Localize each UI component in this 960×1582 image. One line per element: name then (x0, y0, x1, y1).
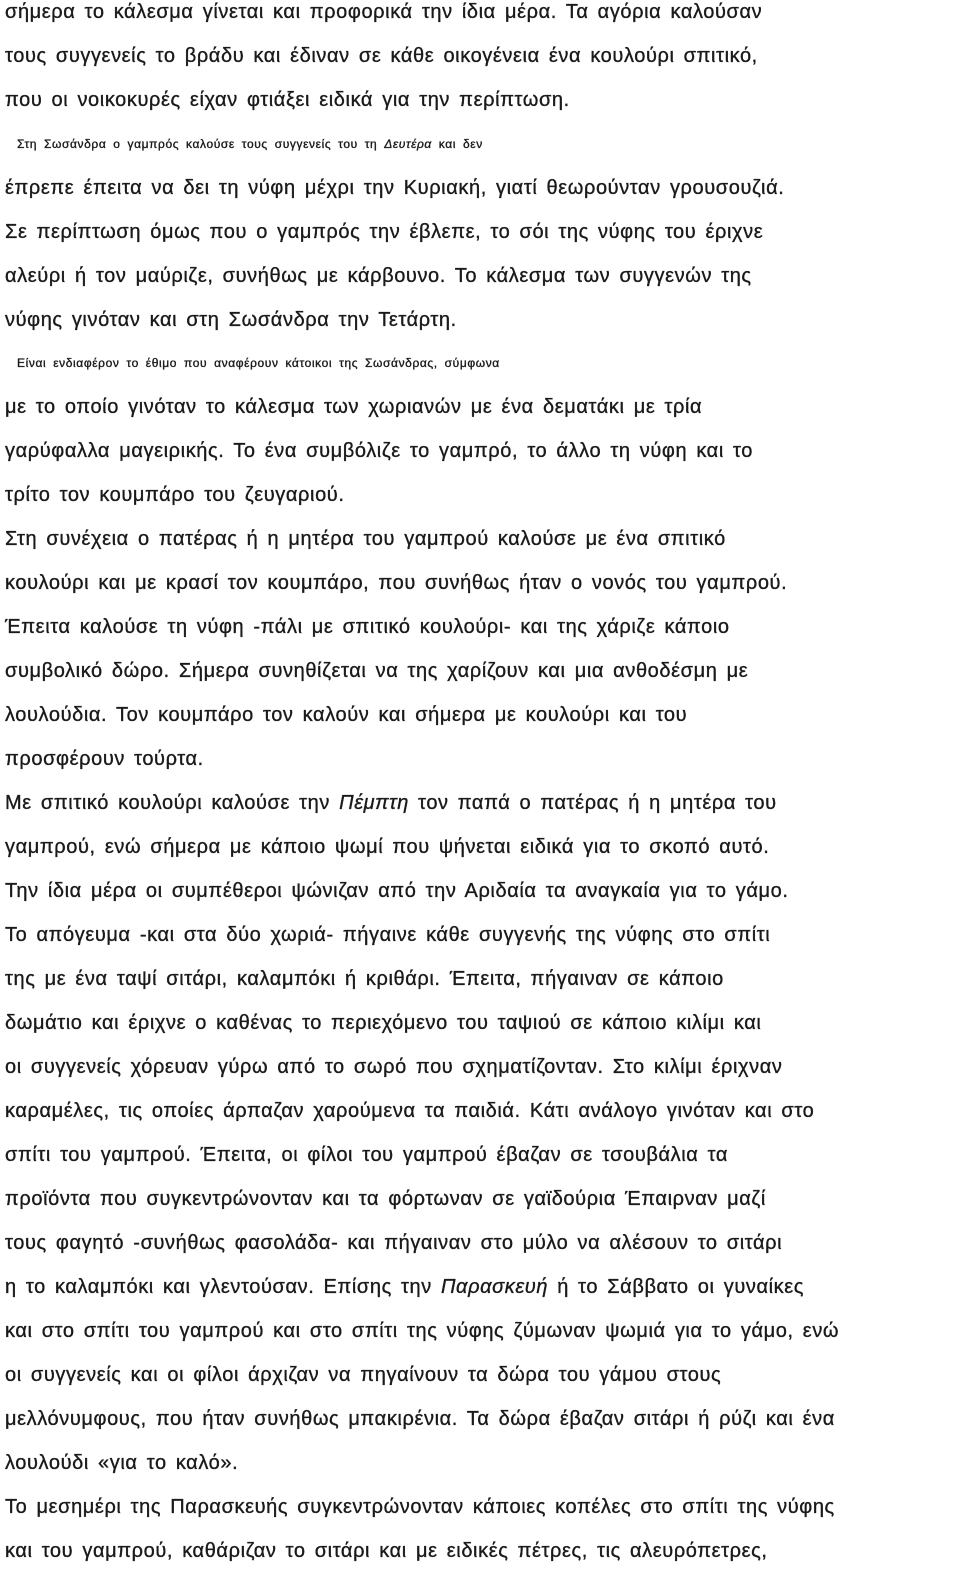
text-line: και στο σπίτι του γαμπρού και στο σπίτι της νύφης ζύμωναν ψωμιά για το γάμο, ενώ (5, 1320, 840, 1342)
text-line: Στη συνέχεια ο πατέρας ή η μητέρα του γαμπρού καλούσε με ένα σπιτικό (5, 528, 726, 550)
text-line: σπίτι του γαμπρού. Έπειτα, οι φίλοι του γαμπρού έβαζαν σε τσουβάλια τα (5, 1144, 728, 1166)
text-line: μελλόνυμφους, που ήταν συνήθως μπακιρένια. Τα δώρα έβαζαν σιτάρι ή ρύζι και ένα (5, 1408, 835, 1430)
text-line: αλεύρι ή τον μαύριζε, συνήθως με κάρβουνο. Το κάλεσμα των συγγενών της (5, 265, 752, 287)
text-line: οι συγγενείς και οι φίλοι άρχιζαν να πηγαίνουν τα δώρα του γάμου στους (5, 1364, 722, 1386)
text-line: νύφης γινόταν και στη Σωσάνδρα την Τετάρτη. (5, 309, 457, 331)
text-span: η το καλαμπόκι και γλεντούσαν. Επίσης την (5, 1276, 441, 1298)
text-span: ή το Σάββατο οι γυναίκες (548, 1276, 805, 1298)
emphasis-day: Πέμπτη (339, 792, 409, 814)
text-line: Σε περίπτωση όμως που ο γαμπρός την έβλεπε, το σόι της νύφης του έριχνε (5, 221, 764, 243)
text-span: και δεν (431, 137, 483, 151)
text-line: της με ένα ταψί σιτάρι, καλαμπόκι ή κριθάρι. Έπειτα, πήγαιναν σε κάποιο (5, 968, 724, 990)
text-line (5, 1272, 955, 1302)
text-line: τους συγγενείς το βράδυ και έδιναν σε κάθε οικογένεια ένα κουλούρι σπιτικό, (5, 45, 758, 67)
text-line: Είναι ενδιαφέρον το έθιμο που αναφέρουν κάτοικοι της Σωσάνδρας, σύμφωνα (17, 356, 500, 370)
text-line: τρίτο τον κουμπάρο του ζευγαριού. (5, 484, 345, 506)
text-line: κουλούρι και με κρασί τον κουμπάρο, που συνήθως ήταν ο νονός του γαμπρού. (5, 572, 788, 594)
text-line (17, 129, 960, 159)
text-line: Την ίδια μέρα οι συμπέθεροι ψώνιζαν από την Αριδαία τα αναγκαία για το γάμο. (5, 880, 789, 902)
text-line: γαρύφαλλα μαγειρικής. Το ένα συμβόλιζε το γαμπρό, το άλλο τη νύφη και το (5, 440, 753, 462)
text-line: σήμερα το κάλεσμα γίνεται και προφορικά την ίδια μέρα. Τα αγόρια καλούσαν (5, 1, 763, 23)
text-line: προσφέρουν τούρτα. (5, 748, 204, 770)
text-line: δωμάτιο και έριχνε ο καθένας το περιεχόμενο του ταψιού σε κάποιο κιλίμι και (5, 1012, 762, 1034)
text-line: οι συγγενείς χόρευαν γύρω από το σωρό που σχηματίζονταν. Στο κιλίμι έριχναν (5, 1056, 783, 1078)
text-line: Έπειτα καλούσε τη νύφη -πάλι με σπιτικό κουλούρι- και της χάριζε κάποιο (5, 616, 730, 638)
text-line: με το οποίο γινόταν το κάλεσμα των χωριανών με ένα δεματάκι με τρία (5, 396, 703, 418)
text-line: έπρεπε έπειτα να δει τη νύφη μέχρι την Κυριακή, γιατί θεωρούνταν γρουσουζιά. (5, 177, 785, 199)
text-span: Με σπιτικό κουλούρι καλούσε την (5, 792, 340, 814)
text-line: γαμπρού, ενώ σήμερα με κάποιο ψωμί που ψήνεται ειδικά για το σκοπό αυτό. (5, 836, 770, 858)
emphasis-day: Δευτέρα (384, 137, 432, 151)
text-line: προϊόντα που συγκεντρώνονταν και τα φόρτωναν σε γαϊδούρια Έπαιρναν μαζί (5, 1188, 766, 1210)
emphasis-day: Παρασκευή (440, 1276, 549, 1298)
text-line: συμβολικό δώρο. Σήμερα συνηθίζεται να της χαρίζουν και μια ανθοδέσμη με (5, 660, 749, 682)
text-line: τους φαγητό -συνήθως φασολάδα- και πήγαιναν στο μύλο να αλέσουν το σιτάρι (5, 1232, 783, 1254)
text-line (5, 788, 955, 818)
text-line: Το απόγευμα -και στα δύο χωριά- πήγαινε κάθε συγγενής της νύφης στο σπίτι (5, 924, 771, 946)
text-span: Στη Σωσάνδρα ο γαμπρός καλούσε τους συγγενείς του τη (17, 137, 385, 151)
text-line: λουλούδι «για το καλό». (5, 1452, 239, 1474)
text-line: λουλούδια. Τον κουμπάρο τον καλούν και σήμερα με κουλούρι και του (5, 704, 688, 726)
text-span: τον παπά ο πατέρας ή η μητέρα του (408, 792, 777, 814)
text-line: και του γαμπρού, καθάριζαν το σιτάρι και με ειδικές πέτρες, τις αλευρόπετρες, (5, 1540, 768, 1562)
text-line: καραμέλες, τις οποίες άρπαζαν χαρούμενα τα παιδιά. Κάτι ανάλογο γινόταν και στο (5, 1100, 815, 1122)
text-line: Το μεσημέρι της Παρασκευής συγκεντρώνονταν κάποιες κοπέλες στο σπίτι της νύφης (5, 1496, 835, 1518)
text-line: που οι νοικοκυρές είχαν φτιάξει ειδικά για την περίπτωση. (5, 89, 570, 111)
